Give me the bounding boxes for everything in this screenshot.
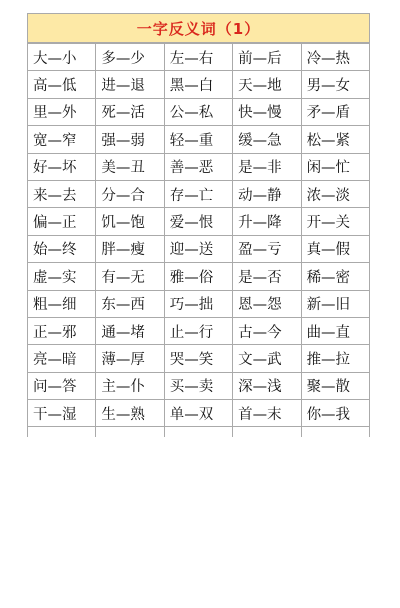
antonym-pair: 高—低 (28, 71, 96, 98)
antonym-pair: 左—右 (164, 44, 232, 71)
antonym-pair: 冷—热 (301, 44, 369, 71)
antonym-pair: 哭—笑 (164, 345, 232, 372)
antonym-table (27, 43, 370, 437)
table-row (28, 317, 370, 344)
antonym-pair: 动—静 (233, 180, 301, 207)
antonym-pair: 美—丑 (96, 153, 164, 180)
antonym-pair: 雅—俗 (164, 263, 232, 290)
antonym-pair: 强—弱 (96, 126, 164, 153)
antonym-pair: 新—旧 (301, 290, 369, 317)
antonym-pair: 东—西 (96, 290, 164, 317)
antonym-pair: 缓—急 (233, 126, 301, 153)
table-row (28, 290, 370, 317)
antonym-pair: 始—终 (28, 235, 96, 262)
antonym-pair: 公—私 (164, 98, 232, 125)
antonym-pair: 男—女 (301, 71, 369, 98)
antonym-pair: 薄—厚 (96, 345, 164, 372)
antonym-pair: 死—活 (96, 98, 164, 125)
table-row (28, 98, 370, 125)
antonym-pair: 虚—实 (28, 263, 96, 290)
antonym-pair: 主—仆 (96, 372, 164, 399)
antonym-pair: 善—恶 (164, 153, 232, 180)
antonym-pair: 古—今 (233, 317, 301, 344)
antonym-pair: 天—地 (233, 71, 301, 98)
antonym-pair: 稀—密 (301, 263, 369, 290)
antonym-pair: 多—少 (96, 44, 164, 71)
antonym-pair: 浓—淡 (301, 180, 369, 207)
antonym-pair: 里—外 (28, 98, 96, 125)
table-row (28, 71, 370, 98)
table-row (28, 126, 370, 153)
antonym-pair: 偏—正 (28, 208, 96, 235)
antonym-pair: 首—末 (233, 400, 301, 427)
antonym-sheet (27, 13, 370, 429)
table-row (28, 180, 370, 207)
antonym-pair: 聚—散 (301, 372, 369, 399)
antonym-pair: 黑—白 (164, 71, 232, 98)
empty-cell (96, 427, 164, 438)
empty-cell (164, 427, 232, 438)
antonym-pair: 胖—瘦 (96, 235, 164, 262)
antonym-pair: 止—行 (164, 317, 232, 344)
table-row (28, 208, 370, 235)
table-row (28, 44, 370, 71)
sheet-title: 一字反义词（1） (27, 13, 370, 43)
antonym-pair: 恩—怨 (233, 290, 301, 317)
antonym-pair: 推—拉 (301, 345, 369, 372)
antonym-pair: 好—坏 (28, 153, 96, 180)
antonym-pair: 通—堵 (96, 317, 164, 344)
table-row (28, 153, 370, 180)
antonym-pair: 快—慢 (233, 98, 301, 125)
antonym-pair: 有—无 (96, 263, 164, 290)
antonym-pair: 深—浅 (233, 372, 301, 399)
empty-cell (233, 427, 301, 438)
antonym-pair: 轻—重 (164, 126, 232, 153)
table-row (28, 372, 370, 399)
table-row (28, 263, 370, 290)
antonym-pair: 进—退 (96, 71, 164, 98)
antonym-table-body (28, 44, 370, 438)
antonym-pair: 买—卖 (164, 372, 232, 399)
antonym-pair: 爱—恨 (164, 208, 232, 235)
antonym-pair: 分—合 (96, 180, 164, 207)
antonym-pair: 问—答 (28, 372, 96, 399)
antonym-pair: 迎—送 (164, 235, 232, 262)
antonym-pair: 饥—饱 (96, 208, 164, 235)
antonym-pair: 生—熟 (96, 400, 164, 427)
table-row (28, 400, 370, 427)
antonym-pair: 曲—直 (301, 317, 369, 344)
antonym-pair: 闲—忙 (301, 153, 369, 180)
antonym-pair: 粗—细 (28, 290, 96, 317)
antonym-pair: 文—武 (233, 345, 301, 372)
antonym-pair: 升—降 (233, 208, 301, 235)
antonym-pair: 你—我 (301, 400, 369, 427)
antonym-pair: 亮—暗 (28, 345, 96, 372)
antonym-pair: 正—邪 (28, 317, 96, 344)
antonym-pair: 开—关 (301, 208, 369, 235)
antonym-pair: 松—紧 (301, 126, 369, 153)
empty-cell (28, 427, 96, 438)
antonym-pair: 前—后 (233, 44, 301, 71)
antonym-pair: 真—假 (301, 235, 369, 262)
antonym-pair: 来—去 (28, 180, 96, 207)
antonym-pair: 宽—窄 (28, 126, 96, 153)
table-row-cut-off (28, 427, 370, 438)
antonym-pair: 矛—盾 (301, 98, 369, 125)
antonym-pair: 大—小 (28, 44, 96, 71)
table-row (28, 235, 370, 262)
antonym-pair: 巧—拙 (164, 290, 232, 317)
antonym-pair: 单—双 (164, 400, 232, 427)
antonym-pair: 存—亡 (164, 180, 232, 207)
empty-cell (301, 427, 369, 438)
antonym-pair: 盈—亏 (233, 235, 301, 262)
table-row (28, 345, 370, 372)
antonym-pair: 是—非 (233, 153, 301, 180)
antonym-pair: 是—否 (233, 263, 301, 290)
antonym-pair: 干—湿 (28, 400, 96, 427)
